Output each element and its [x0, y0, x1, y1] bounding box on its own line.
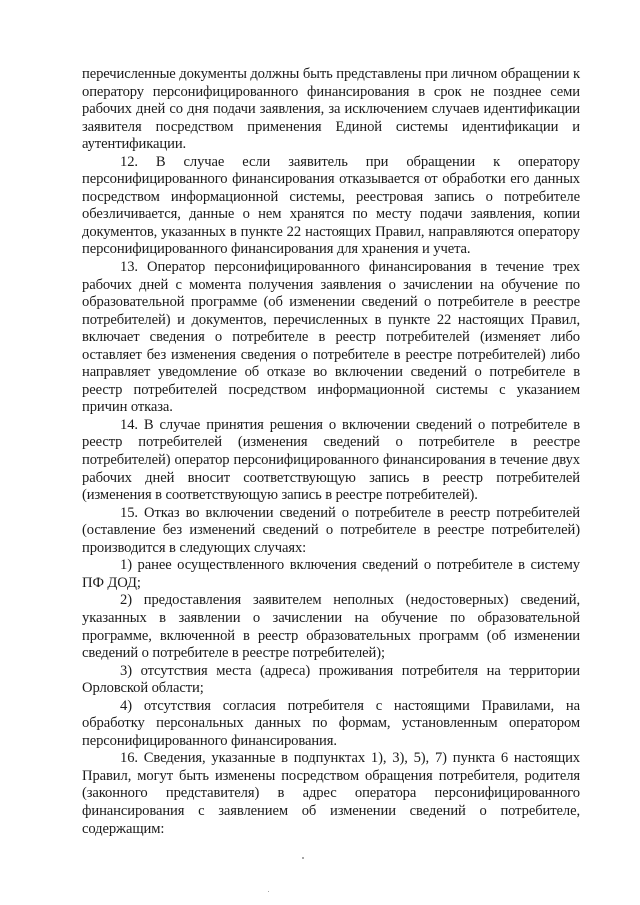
scan-speck — [302, 857, 304, 859]
list-item-15-4: 4) отсутствия согласия потребителя с настоящими Правилами, на обработку персональных данных по формам, установленным оператором персонифицированного финансирования. — [82, 697, 580, 749]
list-item-15-1: 1) ранее осуществленного включения сведений о потребителе в систему ПФ ДОД; — [82, 557, 580, 591]
paragraph-continuation: перечисленные документы должны быть представлены при личном обращении к оператору персонифицированного финансирования в срок не позднее семи рабочих дней со дня подачи заявления, за исключением случаев идентификации заявителя посредством применения Единой системы идентификации и аутентификации. — [82, 66, 580, 153]
paragraph-14: 14. В случае принятия решения о включении сведений о потребителе в реестр потребителей (изменения сведений о потребителе в реестре потребителей) оператор персонифицированного финансирования в течение двух рабочих дней вносит соответствующую запись в реестр потребителей (изменения в соответствующую запись в реестре потребителей). — [82, 416, 580, 504]
list-item-15-3: 3) отсутствия места (адреса) проживания потребителя на территории Орловской области; — [82, 662, 580, 697]
paragraph-16: 16. Сведения, указанные в подпунктах 1), 3), 5), 7) пункта 6 настоящих Правил, могут быть изменены посредством обращения потребителя, родителя (законного представителя) в адрес оператора персонифицированного финансирования с заявлением об изменении сведений о потребителе, содержащим: — [82, 750, 580, 837]
list-item-15-2: 2) предоставления заявителем неполных (недостоверных) сведений, указанных в заявлении о зачислении на обучение по образовательной программе, включенной в реестр образовательных программ (об изменении сведений о потребителе в реестре потребителей); — [82, 592, 580, 662]
document-body — [82, 66, 580, 838]
paragraph-15: 15. Отказ во включении сведений о потребителе в реестр потребителей (оставление без изменений сведений о потребителе в реестре потребителей) производится в следующих случаях: — [82, 504, 580, 556]
scan-speck — [268, 891, 269, 892]
paragraph-13: 13. Оператор персонифицированного финансирования в течение трех рабочих дней с момента получения заявления о зачислении на обучение по образовательной программе (об изменении сведений о потребителе в реестре потребителей) и документов, перечисленных в пункте 22 настоящих Правил, включает сведения о потребителе в реестр потребителей (изменяет либо оставляет без изменения сведения о потребителе в реестре потребителей) либо направляет уведомление об отказе во включении сведений о потребителе в реестр потребителей посредством информационной системы с указанием причин отказа. — [82, 259, 580, 416]
paragraph-12: 12. В случае если заявитель при обращении к оператору персонифицированного финансирования отказывается от обработки его данных посредством информационной системы, реестровая запись о потребителе обезличивается, данные о нем хранятся по месту подачи заявления, копии документов, указанных в пункте 22 настоящих Правил, направляются оператору персонифицированного финансирования для хранения и учета. — [82, 153, 580, 258]
